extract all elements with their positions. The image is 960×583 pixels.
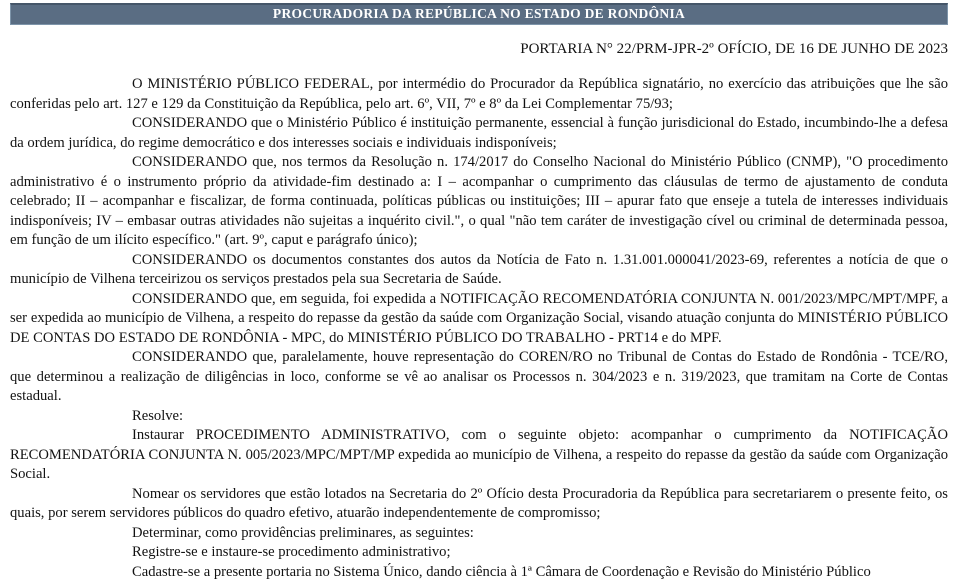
document-header-banner (10, 3, 948, 25)
paragraph: O MINISTÉRIO PÚBLICO FEDERAL, por intermédio do Procurador da República signatário, no exercício das atribuições que lhe são conferidas pelo art. 127 e 129 da Constituição da República, pelo art. 6º, VII, 7º e 8º da Lei Complementar 75/93; (10, 76, 948, 112)
portaria-title: PORTARIA N° 22/PRM-JPR-2º OFÍCIO, DE 16 DE JUNHO DE 2023 (520, 41, 948, 57)
paragraph: Cadastre-se a presente portaria no Sistema Único, dando ciência à 1ª Câmara de Coordenação e Revisão do Ministério Público (132, 563, 871, 580)
header-title: PROCURADORIA DA REPÚBLICA NO ESTADO DE RONDÔNIA (272, 6, 686, 21)
paragraph: CONSIDERANDO os documentos constantes dos autos da Notícia de Fato n. 1.31.001.000041/2023-69, referentes a notícia de que o município de Vilhena terceirizou os serviços prestados pela sua Secretaria de Saúde. (10, 251, 948, 287)
paragraph: CONSIDERANDO que, em seguida, foi expedida a NOTIFICAÇÃO RECOMENDATÓRIA CONJUNTA N. 001/2023/MPC/MPT/MPF, a ser expedida ao município de Vilhena, a respeito do repasse da gestão da saúde com Organização Social, visando atuação conjunta do MINISTÉRIO PÚBLICO DE CONTAS DO ESTADO DE RONDÔNIA - MPC, do MINISTÉRIO PÚBLICO DO TRABALHO - PRT14 e do MPF. (10, 290, 948, 346)
paragraph: Registre-se e instaure-se procedimento administrativo; (132, 544, 451, 560)
paragraph: Determinar, como providências preliminares, as seguintes: (132, 524, 474, 541)
paragraph: Instaurar PROCEDIMENTO ADMINISTRATIVO, com o seguinte objeto: acompanhar o cumprimento da NOTIFICAÇÃO RECOMENDATÓRIA CONJUNTA N. 005/2023/MPC/MPT/MP expedida ao município de Vilhena, a respeito do repasse da gestão da saúde com Organização Social. (10, 427, 948, 482)
paragraph: CONSIDERANDO que, paralelamente, houve representação do COREN/RO no Tribunal de Contas do Estado de Rondônia - TCE/RO, que determinou a realização de diligências in loco, conforme se vê ao analisar os Processos n. 304/2023 e n. 319/2023, que tramitam na Corte de Contas estadual. (10, 349, 948, 404)
paragraph: Resolve: (132, 407, 184, 424)
document-body (10, 75, 948, 582)
paragraph: Nomear os servidores que estão lotados na Secretaria do 2º Ofício desta Procuradoria da República para secretariarem o presente feito, os quais, por serem servidores públicos do quadro efetivo, atuarão independentemente de compromisso; (10, 485, 948, 521)
paragraph: CONSIDERANDO que o Ministério Público é instituição permanente, essencial à função jurisdicional do Estado, incumbindo-lhe a defesa da ordem jurídica, do regime democrático e dos interesses sociais e individuais indisponíveis; (10, 115, 948, 151)
paragraph: CONSIDERANDO que, nos termos da Resolução n. 174/2017 do Conselho Nacional do Ministério Público (CNMP), "O procedimento administrativo é o instrumento próprio da atividade-fim destinado a: I – acompanhar o cumprimento das cláusulas de termo de ajustamento de conduta celebrado; II – acompanhar e fiscalizar, de forma continuada, políticas públicas ou instituições; III – apurar fato que enseje a tutela de interesses individuais indisponíveis; IV – embasar outras atividades não sujeitas a inquérito civil.", o qual "não tem caráter de investigação cível ou criminal de determinada pessoa, em função de um ilícito específico." (art. 9º, caput e parágrafo único); (10, 154, 948, 248)
document-page (0, 3, 960, 583)
